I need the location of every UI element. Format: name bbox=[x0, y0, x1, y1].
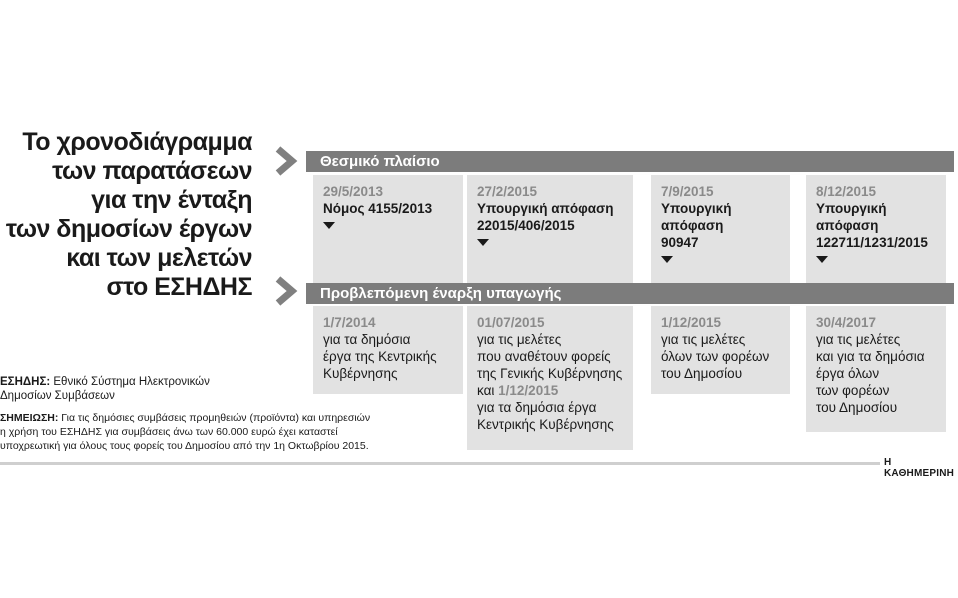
legal-item-text: Νόμος 4155/2013 bbox=[323, 201, 433, 216]
legal-item-date: 8/12/2015 bbox=[816, 184, 877, 199]
planned-item-text: για τις μελέτες bbox=[816, 332, 901, 347]
planned-item bbox=[467, 306, 633, 450]
planned-item-text: έργα της Κεντρικής bbox=[323, 349, 437, 364]
planned-item-text: για τα δημόσια bbox=[323, 332, 411, 347]
triangle-down-icon bbox=[816, 256, 828, 263]
note-footnote bbox=[0, 411, 400, 453]
planned-item-date: 30/4/2017 bbox=[816, 315, 877, 330]
legal-item bbox=[806, 175, 946, 283]
legal-item-date: 29/5/2013 bbox=[323, 184, 384, 199]
acronym-footnote-line: Δημοσίων Συμβάσεων bbox=[0, 390, 115, 402]
chevron-right-icon bbox=[272, 146, 302, 176]
acronym-footnote bbox=[0, 375, 300, 403]
planned-item-text: για τις μελέτες bbox=[661, 332, 746, 347]
note-footnote-line: η χρήση του ΕΣΗΔΗΣ για συμβάσεις άνω των 60.000 ευρώ έχει καταστεί bbox=[0, 426, 338, 438]
triangle-down-icon bbox=[477, 239, 489, 246]
note-footnote-line: υποχρεωτική για όλους τους φορείς του Δημοσίου από την 1η Οκτωβρίου 2015. bbox=[0, 440, 369, 452]
planned-item-text: όλων των φορέων bbox=[661, 349, 770, 364]
note-text: Για τις δημόσιες συμβάσεις προμηθειών (προϊόντα) και υπηρεσιών bbox=[58, 412, 371, 424]
planned-item bbox=[313, 306, 463, 394]
title-line: για την ένταξη bbox=[91, 186, 252, 214]
chevron-right-icon bbox=[272, 276, 302, 306]
triangle-down-icon bbox=[661, 256, 673, 263]
legal-item-text: 22015/406/2015 bbox=[477, 218, 575, 233]
planned-item bbox=[651, 306, 790, 394]
triangle-down-icon bbox=[323, 222, 335, 229]
legal-item-text: Υπουργική bbox=[661, 201, 732, 216]
planned-item bbox=[806, 306, 946, 432]
note-footnote-line bbox=[0, 411, 400, 425]
legal-item bbox=[467, 175, 633, 283]
planned-item-text: Κεντρικής Κυβέρνησης bbox=[477, 417, 614, 432]
legal-item-text: 90947 bbox=[661, 235, 699, 250]
title-line: στο ΕΣΗΔΗΣ bbox=[106, 273, 252, 301]
legal-item bbox=[313, 175, 463, 283]
legal-item-date: 7/9/2015 bbox=[661, 184, 714, 199]
acronym-footnote-line bbox=[0, 375, 300, 389]
title-line: των δημοσίων έργων bbox=[5, 215, 252, 243]
footer-divider bbox=[0, 462, 880, 465]
legal-framework-band: Θεσμικό πλαίσιο bbox=[306, 151, 954, 172]
planned-item-text: του Δημοσίου bbox=[661, 366, 743, 381]
infographic-title bbox=[0, 128, 252, 302]
planned-item-date: 1/7/2014 bbox=[323, 315, 376, 330]
legal-item-date: 27/2/2015 bbox=[477, 184, 538, 199]
planned-item-text: της Γενικής Κυβέρνησης bbox=[477, 366, 623, 381]
publisher-brand: Η ΚΑΘΗΜΕΡΙΝΗ bbox=[884, 457, 955, 479]
acronym-label: ΕΣΗΔΗΣ: bbox=[0, 376, 51, 388]
title-line: και των μελετών bbox=[66, 244, 252, 272]
planned-item-text: που αναθέτουν φορείς bbox=[477, 349, 611, 364]
legal-item-text: Υπουργική bbox=[816, 201, 887, 216]
planned-item-text: των φορέων bbox=[816, 383, 890, 398]
title-line: Το χρονοδιάγραμμα bbox=[22, 128, 252, 156]
note-label: ΣΗΜΕΙΩΣΗ: bbox=[0, 412, 59, 424]
planned-item-date: 01/07/2015 bbox=[477, 315, 545, 330]
legal-item-text: απόφαση bbox=[661, 218, 724, 233]
planned-start-band: Προβλεπόμενη έναρξη υπαγωγής bbox=[306, 283, 954, 304]
title-line: των παρατάσεων bbox=[52, 157, 252, 185]
acronym-definition: Εθνικό Σύστημα Ηλεκτρονικών bbox=[50, 376, 210, 388]
planned-item-text: έργα όλων bbox=[816, 366, 880, 381]
planned-item-text: του Δημοσίου bbox=[816, 400, 898, 415]
planned-item-text: Κυβέρνησης bbox=[323, 366, 398, 381]
planned-item-text: για τα δημόσια έργα bbox=[477, 400, 597, 415]
planned-item-text: και για τα δημόσια bbox=[816, 349, 925, 364]
legal-item bbox=[651, 175, 790, 283]
planned-item-date: 1/12/2015 bbox=[498, 383, 559, 398]
legal-item-text: Υπουργική απόφαση bbox=[477, 201, 614, 216]
planned-item-date: 1/12/2015 bbox=[661, 315, 722, 330]
planned-item-conjunction: και bbox=[477, 383, 495, 398]
planned-item-second-date-line bbox=[477, 382, 627, 399]
legal-item-text: απόφαση bbox=[816, 218, 879, 233]
planned-item-text: για τις μελέτες bbox=[477, 332, 562, 347]
legal-item-text: 122711/1231/2015 bbox=[816, 235, 928, 250]
